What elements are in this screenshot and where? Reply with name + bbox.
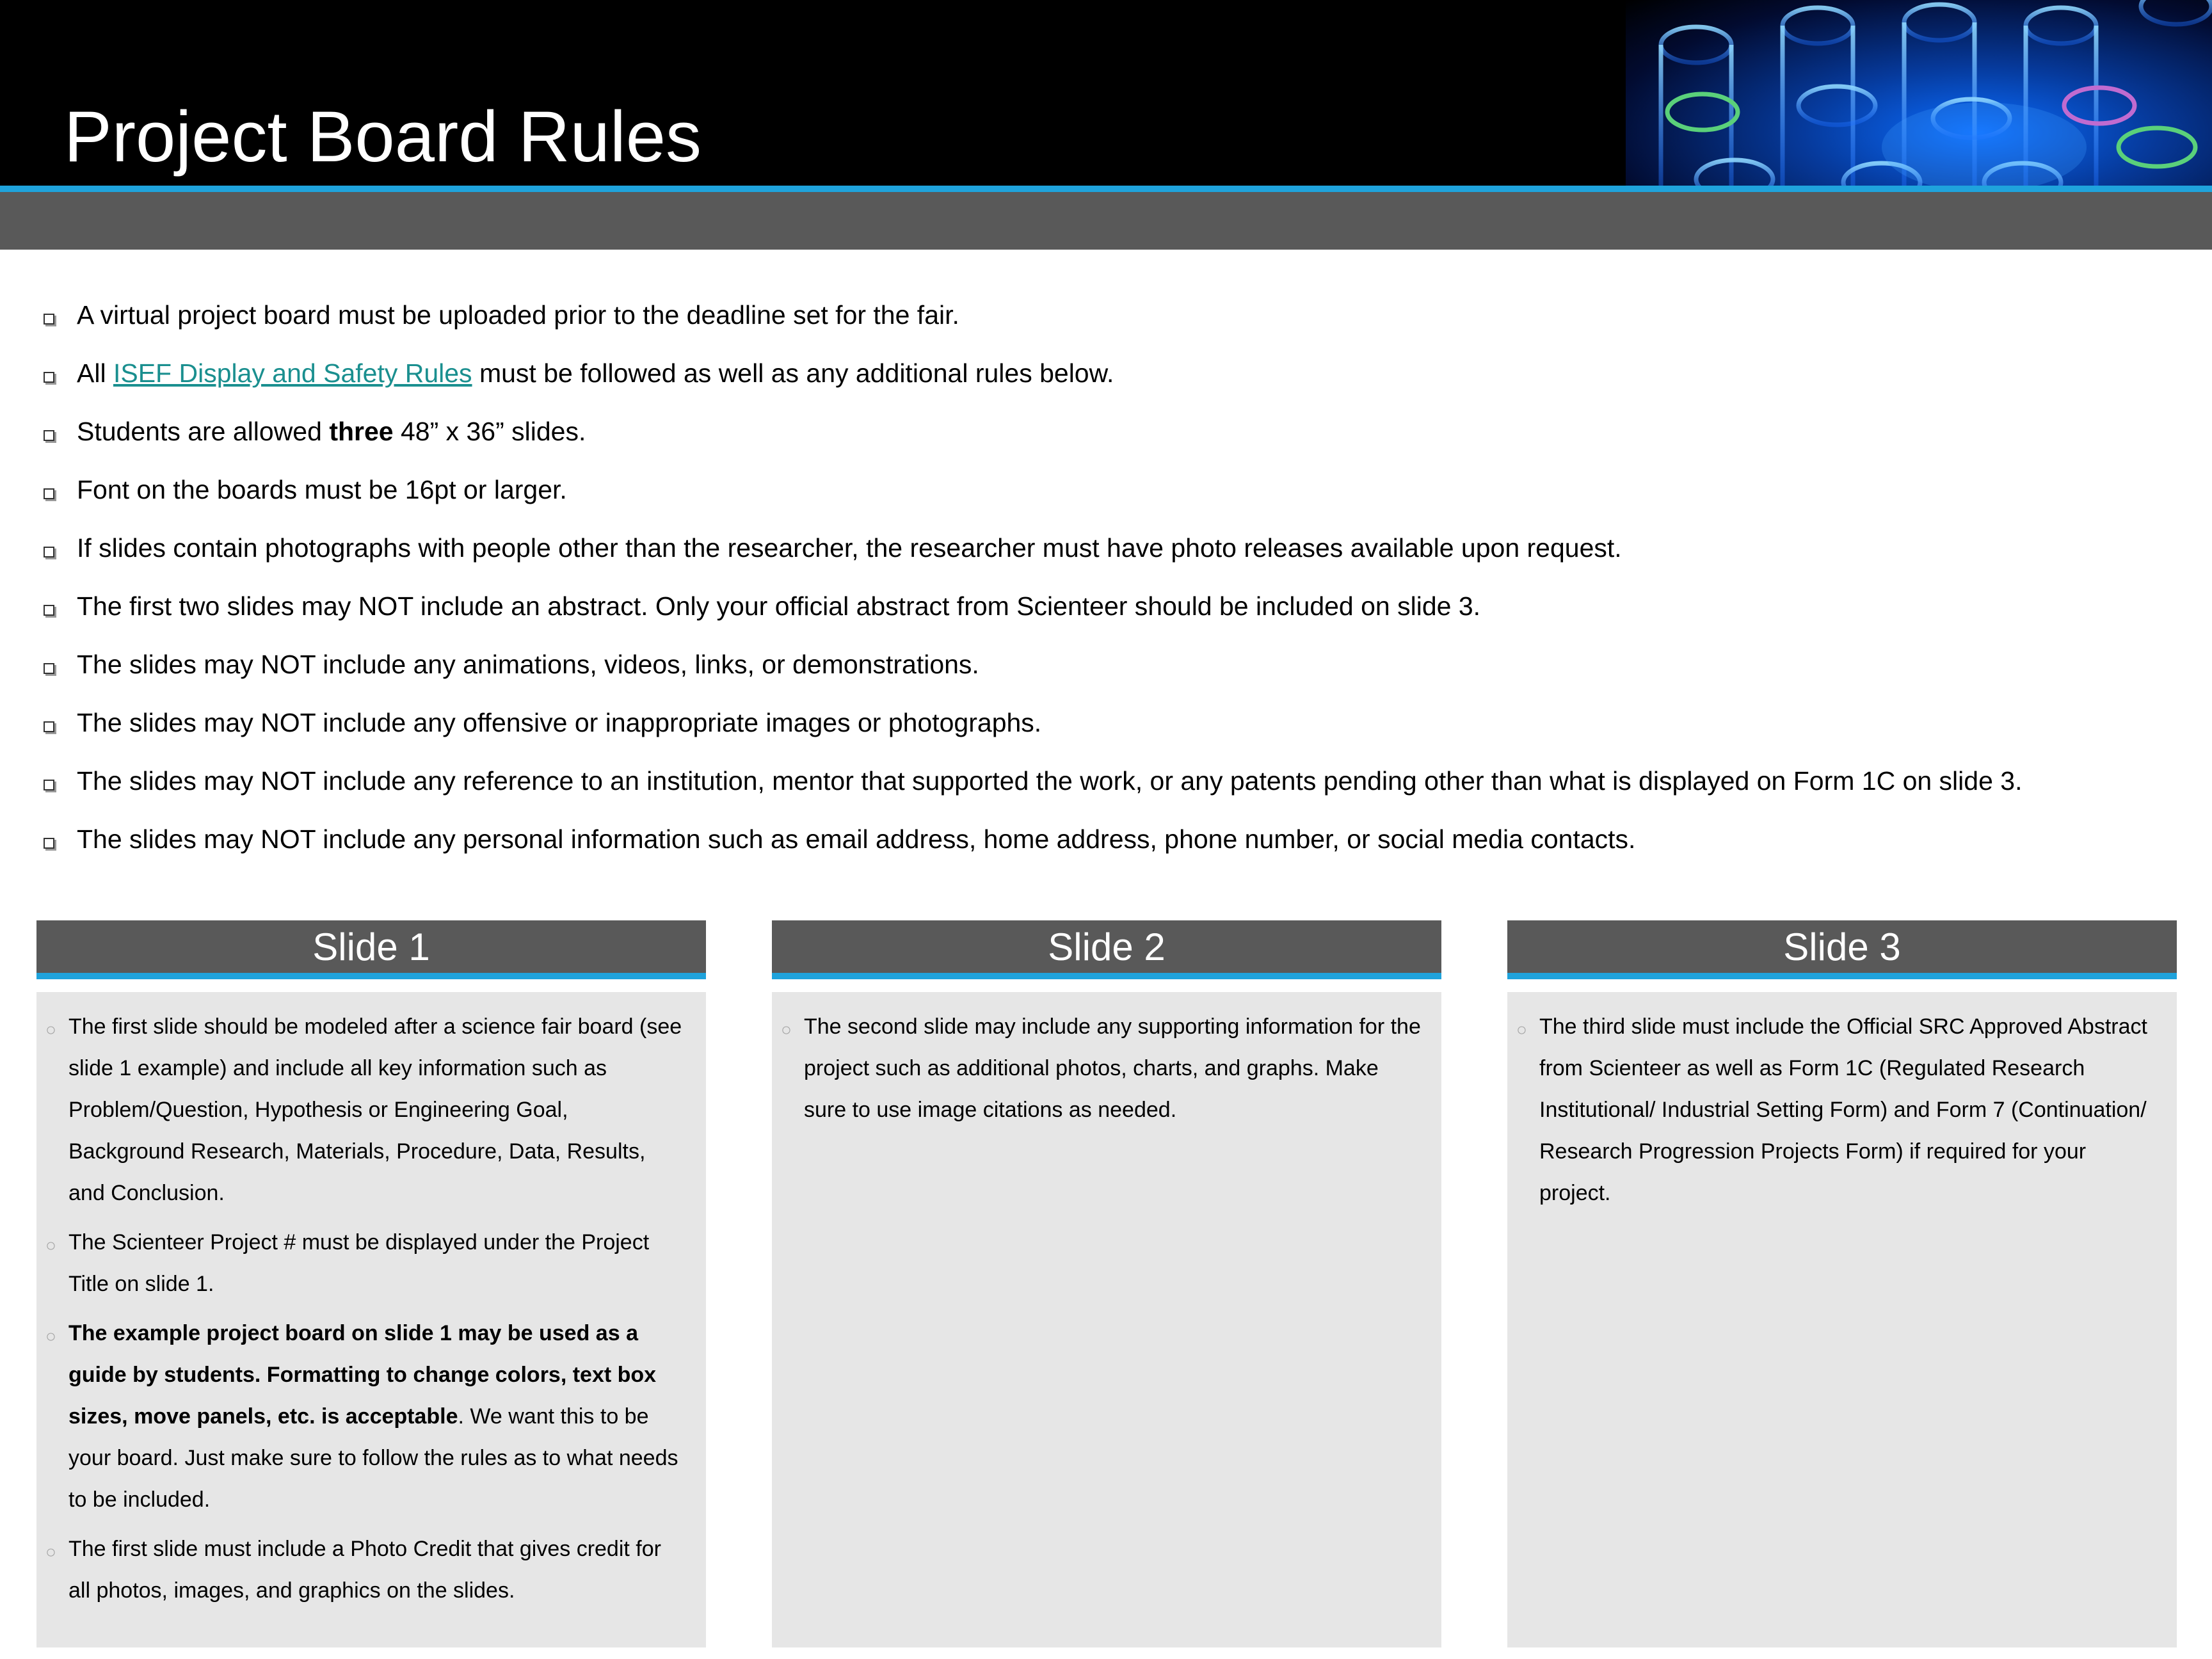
- page-title: Project Board Rules: [64, 97, 702, 177]
- rule-text: All: [77, 358, 113, 388]
- list-item: [38, 411, 2189, 469]
- list-item: [38, 527, 2189, 586]
- rule-text: If slides contain photographs with people other than the researcher, the researcher must have photo releases available upon request.: [77, 533, 1622, 563]
- list-item: [45, 1528, 687, 1612]
- rule-text: The slides may NOT include any offensive or inappropriate images or photographs.: [77, 708, 1042, 737]
- rule-text: The slides may NOT include any reference to an institution, mentor that supported the work, or any patents pending other than what is displayed on Form 1C on slide 3.: [77, 766, 2023, 796]
- panel-accent-line: [36, 973, 706, 979]
- rule-text: The slides may NOT include any animations, videos, links, or demonstrations.: [77, 650, 979, 679]
- slide-3-panel: [1507, 920, 2177, 1647]
- list-item: [1516, 1006, 2158, 1214]
- list-item: [38, 469, 2189, 527]
- header-accent-line: [0, 186, 2212, 192]
- item-text: The first slide must include a Photo Credit that gives credit for all photos, images, and graphics on the slides.: [68, 1537, 661, 1603]
- list-item: [38, 819, 2189, 877]
- square-bullet-icon: [44, 488, 54, 499]
- list-item: [781, 1006, 1422, 1131]
- slide-3-heading: Slide 3: [1507, 920, 2177, 973]
- item-text: The second slide may include any supporting information for the project such as additional photos, charts, and graphs. Make sure to use image citations as needed.: [804, 1014, 1421, 1122]
- rule-text: A virtual project board must be uploaded prior to the deadline set for the fair.: [77, 300, 959, 330]
- square-bullet-icon: [44, 430, 54, 441]
- test-tubes-image: [1626, 0, 2212, 189]
- circle-bullet-icon: ○: [45, 1020, 56, 1039]
- rule-text-bold: three: [329, 417, 394, 446]
- rule-text: The first two slides may NOT include an abstract. Only your official abstract from Scienteer should be included on slide 3.: [77, 591, 1481, 621]
- panel-accent-line: [1507, 973, 2177, 979]
- list-item: [38, 760, 2189, 819]
- list-item: [45, 1006, 687, 1214]
- list-item: [38, 644, 2189, 702]
- item-text: The first slide should be modeled after a science fair board (see slide 1 example) and include all key information such as Problem/Question, Hypothesis or Engineering Goal, Background Research, Materials, Procedure, Data, Results, and Conclusion.: [68, 1014, 682, 1205]
- square-bullet-icon: [44, 547, 54, 557]
- item-text: The Scienteer Project # must be displayed under the Project Title on slide 1.: [68, 1230, 650, 1296]
- rule-text: The slides may NOT include any personal information such as email address, home address, phone number, or social media contacts.: [77, 824, 1636, 854]
- slide-3-body: [1507, 992, 2177, 1647]
- rule-text: Font on the boards must be 16pt or larger.: [77, 475, 567, 504]
- slide-2-heading: Slide 2: [772, 920, 1441, 973]
- rule-text: 48” x 36” slides.: [393, 417, 586, 446]
- rule-text: must be followed as well as any additional rules below.: [472, 358, 1114, 388]
- list-item: [45, 1313, 687, 1521]
- list-item: [38, 353, 2189, 411]
- square-bullet-icon: [44, 372, 54, 383]
- square-bullet-icon: [44, 721, 54, 732]
- slide-2-panel: [772, 920, 1441, 1647]
- isef-rules-link[interactable]: ISEF Display and Safety Rules: [113, 358, 472, 388]
- list-item: [38, 702, 2189, 760]
- list-item: [38, 586, 2189, 644]
- header-banner: [0, 0, 2212, 189]
- item-text: . We want this to be your board. Just make sure to follow the rules as to what needs to be included.: [68, 1404, 678, 1512]
- slide-1-body: [36, 992, 706, 1647]
- list-item: [45, 1222, 687, 1305]
- item-text: The third slide must include the Official SRC Approved Abstract from Scienteer as well as Form 1C (Regulated Research Institutional/ Industrial Setting Form) and Form 7 (Continuation/ Research Progression Projects Form) if required for your project.: [1539, 1014, 2147, 1205]
- slide-2-body: [772, 992, 1441, 1647]
- circle-bullet-icon: ○: [45, 1326, 56, 1346]
- square-bullet-icon: [44, 663, 54, 674]
- circle-bullet-icon: ○: [45, 1235, 56, 1255]
- rules-list: [38, 294, 2189, 877]
- circle-bullet-icon: ○: [45, 1542, 56, 1562]
- slide-1-heading: Slide 1: [36, 920, 706, 973]
- slide-1-panel: [36, 920, 706, 1647]
- list-item: [38, 294, 2189, 353]
- circle-bullet-icon: ○: [781, 1020, 792, 1039]
- header-gray-band: [0, 192, 2212, 250]
- rule-text: Students are allowed: [77, 417, 330, 446]
- panel-accent-line: [772, 973, 1441, 979]
- square-bullet-icon: [44, 605, 54, 616]
- square-bullet-icon: [44, 838, 54, 849]
- square-bullet-icon: [44, 780, 54, 790]
- circle-bullet-icon: ○: [1516, 1020, 1527, 1039]
- item-text-bold: The example project board on slide 1 may be used as a guide by students. Formatting to change colors, text box sizes, move panels, etc. is acceptable: [68, 1321, 657, 1429]
- square-bullet-icon: [44, 314, 54, 325]
